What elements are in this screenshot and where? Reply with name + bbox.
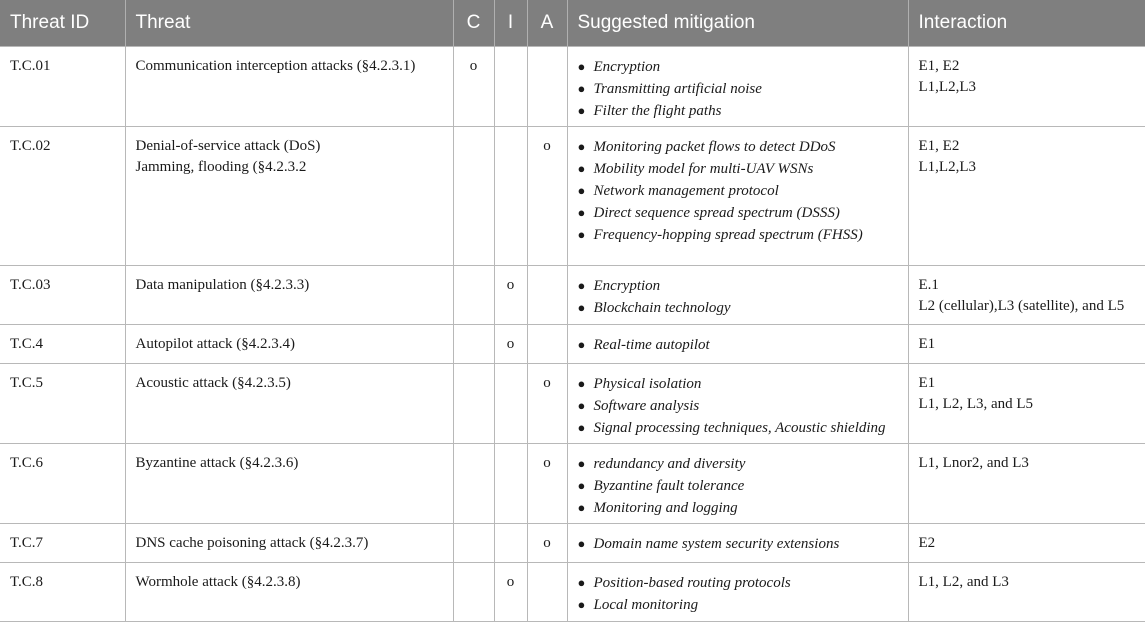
a-cell	[527, 46, 567, 126]
a-mark: o	[543, 374, 551, 391]
mitigation-cell	[567, 562, 908, 621]
mitigation-item	[578, 158, 898, 180]
threat-id: T.C.7	[10, 534, 44, 551]
threat-text: Communication interception attacks (§4.2.3.1)	[135, 57, 416, 74]
interaction-cell	[908, 324, 1145, 363]
interaction-cell	[908, 562, 1145, 621]
i-cell	[494, 363, 527, 443]
threat-cell	[125, 443, 453, 523]
interaction-cell	[908, 126, 1145, 265]
interaction-cell	[908, 46, 1145, 126]
mitigation-cell	[567, 324, 908, 363]
mitigation-list	[578, 533, 898, 555]
mitigation-list	[578, 334, 898, 356]
table-body	[0, 46, 1145, 621]
a-cell	[527, 324, 567, 363]
a-mark: o	[543, 454, 551, 471]
table-row	[0, 46, 1145, 126]
threat-text: DNS cache poisoning attack (§4.2.3.7)	[135, 534, 369, 551]
header-interaction: Interaction	[908, 0, 1145, 46]
mitigation-cell	[567, 443, 908, 523]
a-cell	[527, 562, 567, 621]
interaction-cell	[908, 265, 1145, 324]
i-mark: o	[506, 276, 515, 293]
c-cell	[453, 363, 494, 443]
mitigation-list	[578, 56, 898, 122]
bullet-icon: ●	[577, 204, 586, 220]
c-cell	[453, 265, 494, 324]
mitigation-text: Filter the flight paths	[593, 102, 722, 119]
interaction-cell	[908, 523, 1145, 562]
threat-text: Jamming, flooding (§4.2.3.2	[135, 158, 307, 175]
mitigation-text: Position-based routing protocols	[593, 574, 791, 591]
table-row	[0, 126, 1145, 265]
a-cell	[527, 523, 567, 562]
bullet-icon: ●	[577, 80, 586, 96]
mitigation-item	[578, 475, 898, 497]
header-threat: Threat	[125, 0, 453, 46]
mitigation-item	[578, 395, 898, 417]
table-row	[0, 523, 1145, 562]
threat-id-cell	[0, 126, 125, 265]
i-cell	[494, 265, 527, 324]
bullet-icon: ●	[577, 160, 586, 176]
interaction-text: E2	[918, 534, 936, 551]
interaction-text: L1, L2, and L3	[918, 573, 1009, 590]
mitigation-cell	[567, 46, 908, 126]
mitigation-item	[578, 136, 898, 158]
i-cell	[494, 46, 527, 126]
threat-id-cell	[0, 265, 125, 324]
threat-text: Acoustic attack (§4.2.3.5)	[135, 374, 291, 391]
mitigation-text: Byzantine fault tolerance	[593, 477, 745, 494]
threat-text: Wormhole attack (§4.2.3.8)	[135, 573, 301, 590]
interaction-text: L1, Lnor2, and L3	[918, 454, 1029, 471]
interaction-text: E1	[918, 335, 936, 352]
i-cell	[494, 324, 527, 363]
bullet-icon: ●	[577, 102, 586, 118]
i-mark: o	[506, 335, 515, 352]
bullet-icon: ●	[577, 535, 586, 551]
header-mitigation: Suggested mitigation	[567, 0, 908, 46]
mitigation-item	[578, 56, 898, 78]
c-cell	[453, 523, 494, 562]
bullet-icon: ●	[577, 226, 586, 242]
threat-text: Autopilot attack (§4.2.3.4)	[135, 335, 296, 352]
mitigation-item	[578, 572, 898, 594]
a-cell	[527, 443, 567, 523]
mitigation-text: Monitoring packet flows to detect DDoS	[593, 138, 836, 155]
threat-cell	[125, 126, 453, 265]
interaction-cell	[908, 363, 1145, 443]
bullet-icon: ●	[577, 138, 586, 154]
mitigation-item	[578, 224, 898, 246]
interaction-text: E1, E2	[918, 57, 960, 74]
c-cell	[453, 324, 494, 363]
threat-id: T.C.4	[10, 335, 44, 352]
bullet-icon: ●	[577, 336, 586, 352]
threat-id: T.C.8	[10, 573, 44, 590]
threat-text: Byzantine attack (§4.2.3.6)	[135, 454, 299, 471]
i-cell	[494, 523, 527, 562]
interaction-text: L2 (cellular),L3 (satellite), and L5	[918, 297, 1125, 314]
mitigation-text: Transmitting artificial noise	[593, 80, 762, 97]
threat-id-cell	[0, 443, 125, 523]
threat-id-cell	[0, 46, 125, 126]
mitigation-item	[578, 533, 898, 555]
mitigation-item	[578, 334, 898, 356]
bullet-icon: ●	[577, 182, 586, 198]
mitigation-text: Real-time autopilot	[593, 336, 710, 353]
header-a: A	[527, 0, 567, 46]
mitigation-cell	[567, 363, 908, 443]
header-c: C	[453, 0, 494, 46]
mitigation-text: Blockchain technology	[593, 299, 731, 316]
threat-id-cell	[0, 363, 125, 443]
threat-cell	[125, 562, 453, 621]
threat-id: T.C.01	[10, 57, 51, 74]
header-row	[0, 0, 1145, 46]
table-header	[0, 0, 1145, 46]
threat-id: T.C.02	[10, 137, 51, 154]
a-mark: o	[543, 137, 551, 154]
table-row	[0, 443, 1145, 523]
threat-cell	[125, 523, 453, 562]
threat-cell	[125, 363, 453, 443]
a-mark: o	[543, 534, 551, 551]
mitigation-item	[578, 297, 898, 319]
c-cell	[453, 46, 494, 126]
a-cell	[527, 265, 567, 324]
mitigation-list	[578, 136, 898, 246]
mitigation-text: Encryption	[593, 58, 661, 75]
threat-cell	[125, 265, 453, 324]
bullet-icon: ●	[577, 397, 586, 413]
mitigation-text: redundancy and diversity	[593, 455, 746, 472]
mitigation-text: Software analysis	[593, 397, 700, 414]
header-i: I	[494, 0, 527, 46]
mitigation-cell	[567, 126, 908, 265]
interaction-text: E.1	[918, 276, 939, 293]
i-cell	[494, 126, 527, 265]
bullet-icon: ●	[577, 574, 586, 590]
mitigation-cell	[567, 523, 908, 562]
mitigation-list	[578, 373, 898, 439]
i-cell	[494, 443, 527, 523]
threat-cell	[125, 46, 453, 126]
a-cell	[527, 126, 567, 265]
threat-id-cell	[0, 523, 125, 562]
threat-cell	[125, 324, 453, 363]
interaction-text: L1,L2,L3	[918, 78, 976, 95]
c-cell	[453, 126, 494, 265]
mitigation-list	[578, 275, 898, 319]
bullet-icon: ●	[577, 499, 586, 515]
interaction-cell	[908, 443, 1145, 523]
interaction-text: L1,L2,L3	[918, 158, 976, 175]
i-mark: o	[506, 573, 515, 590]
a-cell	[527, 363, 567, 443]
mitigation-text: Frequency-hopping spread spectrum (FHSS)	[593, 226, 863, 243]
mitigation-item	[578, 100, 898, 122]
c-cell	[453, 443, 494, 523]
mitigation-item	[578, 202, 898, 224]
table-row	[0, 324, 1145, 363]
threat-text: Denial-of-service attack (DoS)	[135, 137, 321, 154]
mitigation-item	[578, 180, 898, 202]
threat-id: T.C.6	[10, 454, 44, 471]
mitigation-item	[578, 453, 898, 475]
bullet-icon: ●	[577, 375, 586, 391]
header-threat-id: Threat ID	[0, 0, 125, 46]
mitigation-text: Domain name system security extensions	[593, 535, 840, 552]
threat-id-cell	[0, 324, 125, 363]
table-row	[0, 562, 1145, 621]
i-cell	[494, 562, 527, 621]
bullet-icon: ●	[577, 419, 586, 435]
c-mark: o	[469, 57, 478, 74]
bullet-icon: ●	[577, 58, 586, 74]
mitigation-list	[578, 572, 898, 616]
mitigation-text: Network management protocol	[593, 182, 779, 199]
mitigation-text: Local monitoring	[593, 596, 699, 613]
interaction-text: E1, E2	[918, 137, 960, 154]
mitigation-item	[578, 275, 898, 297]
mitigation-text: Encryption	[593, 277, 661, 294]
mitigation-text: Mobility model for multi-UAV WSNs	[593, 160, 814, 177]
threat-id: T.C.5	[10, 374, 44, 391]
table-row	[0, 265, 1145, 324]
mitigation-text: Physical isolation	[593, 375, 702, 392]
mitigation-item	[578, 78, 898, 100]
interaction-text: E1	[918, 374, 936, 391]
threat-id: T.C.03	[10, 276, 51, 293]
bullet-icon: ●	[577, 477, 586, 493]
mitigation-text: Monitoring and logging	[593, 499, 738, 516]
mitigation-item	[578, 497, 898, 519]
c-cell	[453, 562, 494, 621]
table-row	[0, 363, 1145, 443]
bullet-icon: ●	[577, 455, 586, 471]
mitigation-text: Signal processing techniques, Acoustic shielding	[593, 419, 886, 436]
mitigation-list	[578, 453, 898, 519]
mitigation-item	[578, 417, 898, 439]
threat-id-cell	[0, 562, 125, 621]
mitigation-item	[578, 373, 898, 395]
threat-text: Data manipulation (§4.2.3.3)	[135, 276, 310, 293]
mitigation-cell	[567, 265, 908, 324]
bullet-icon: ●	[577, 277, 586, 293]
mitigation-text: Direct sequence spread spectrum (DSSS)	[593, 204, 840, 221]
interaction-text: L1, L2, L3, and L5	[918, 395, 1034, 412]
bullet-icon: ●	[577, 299, 586, 315]
bullet-icon: ●	[577, 596, 586, 612]
